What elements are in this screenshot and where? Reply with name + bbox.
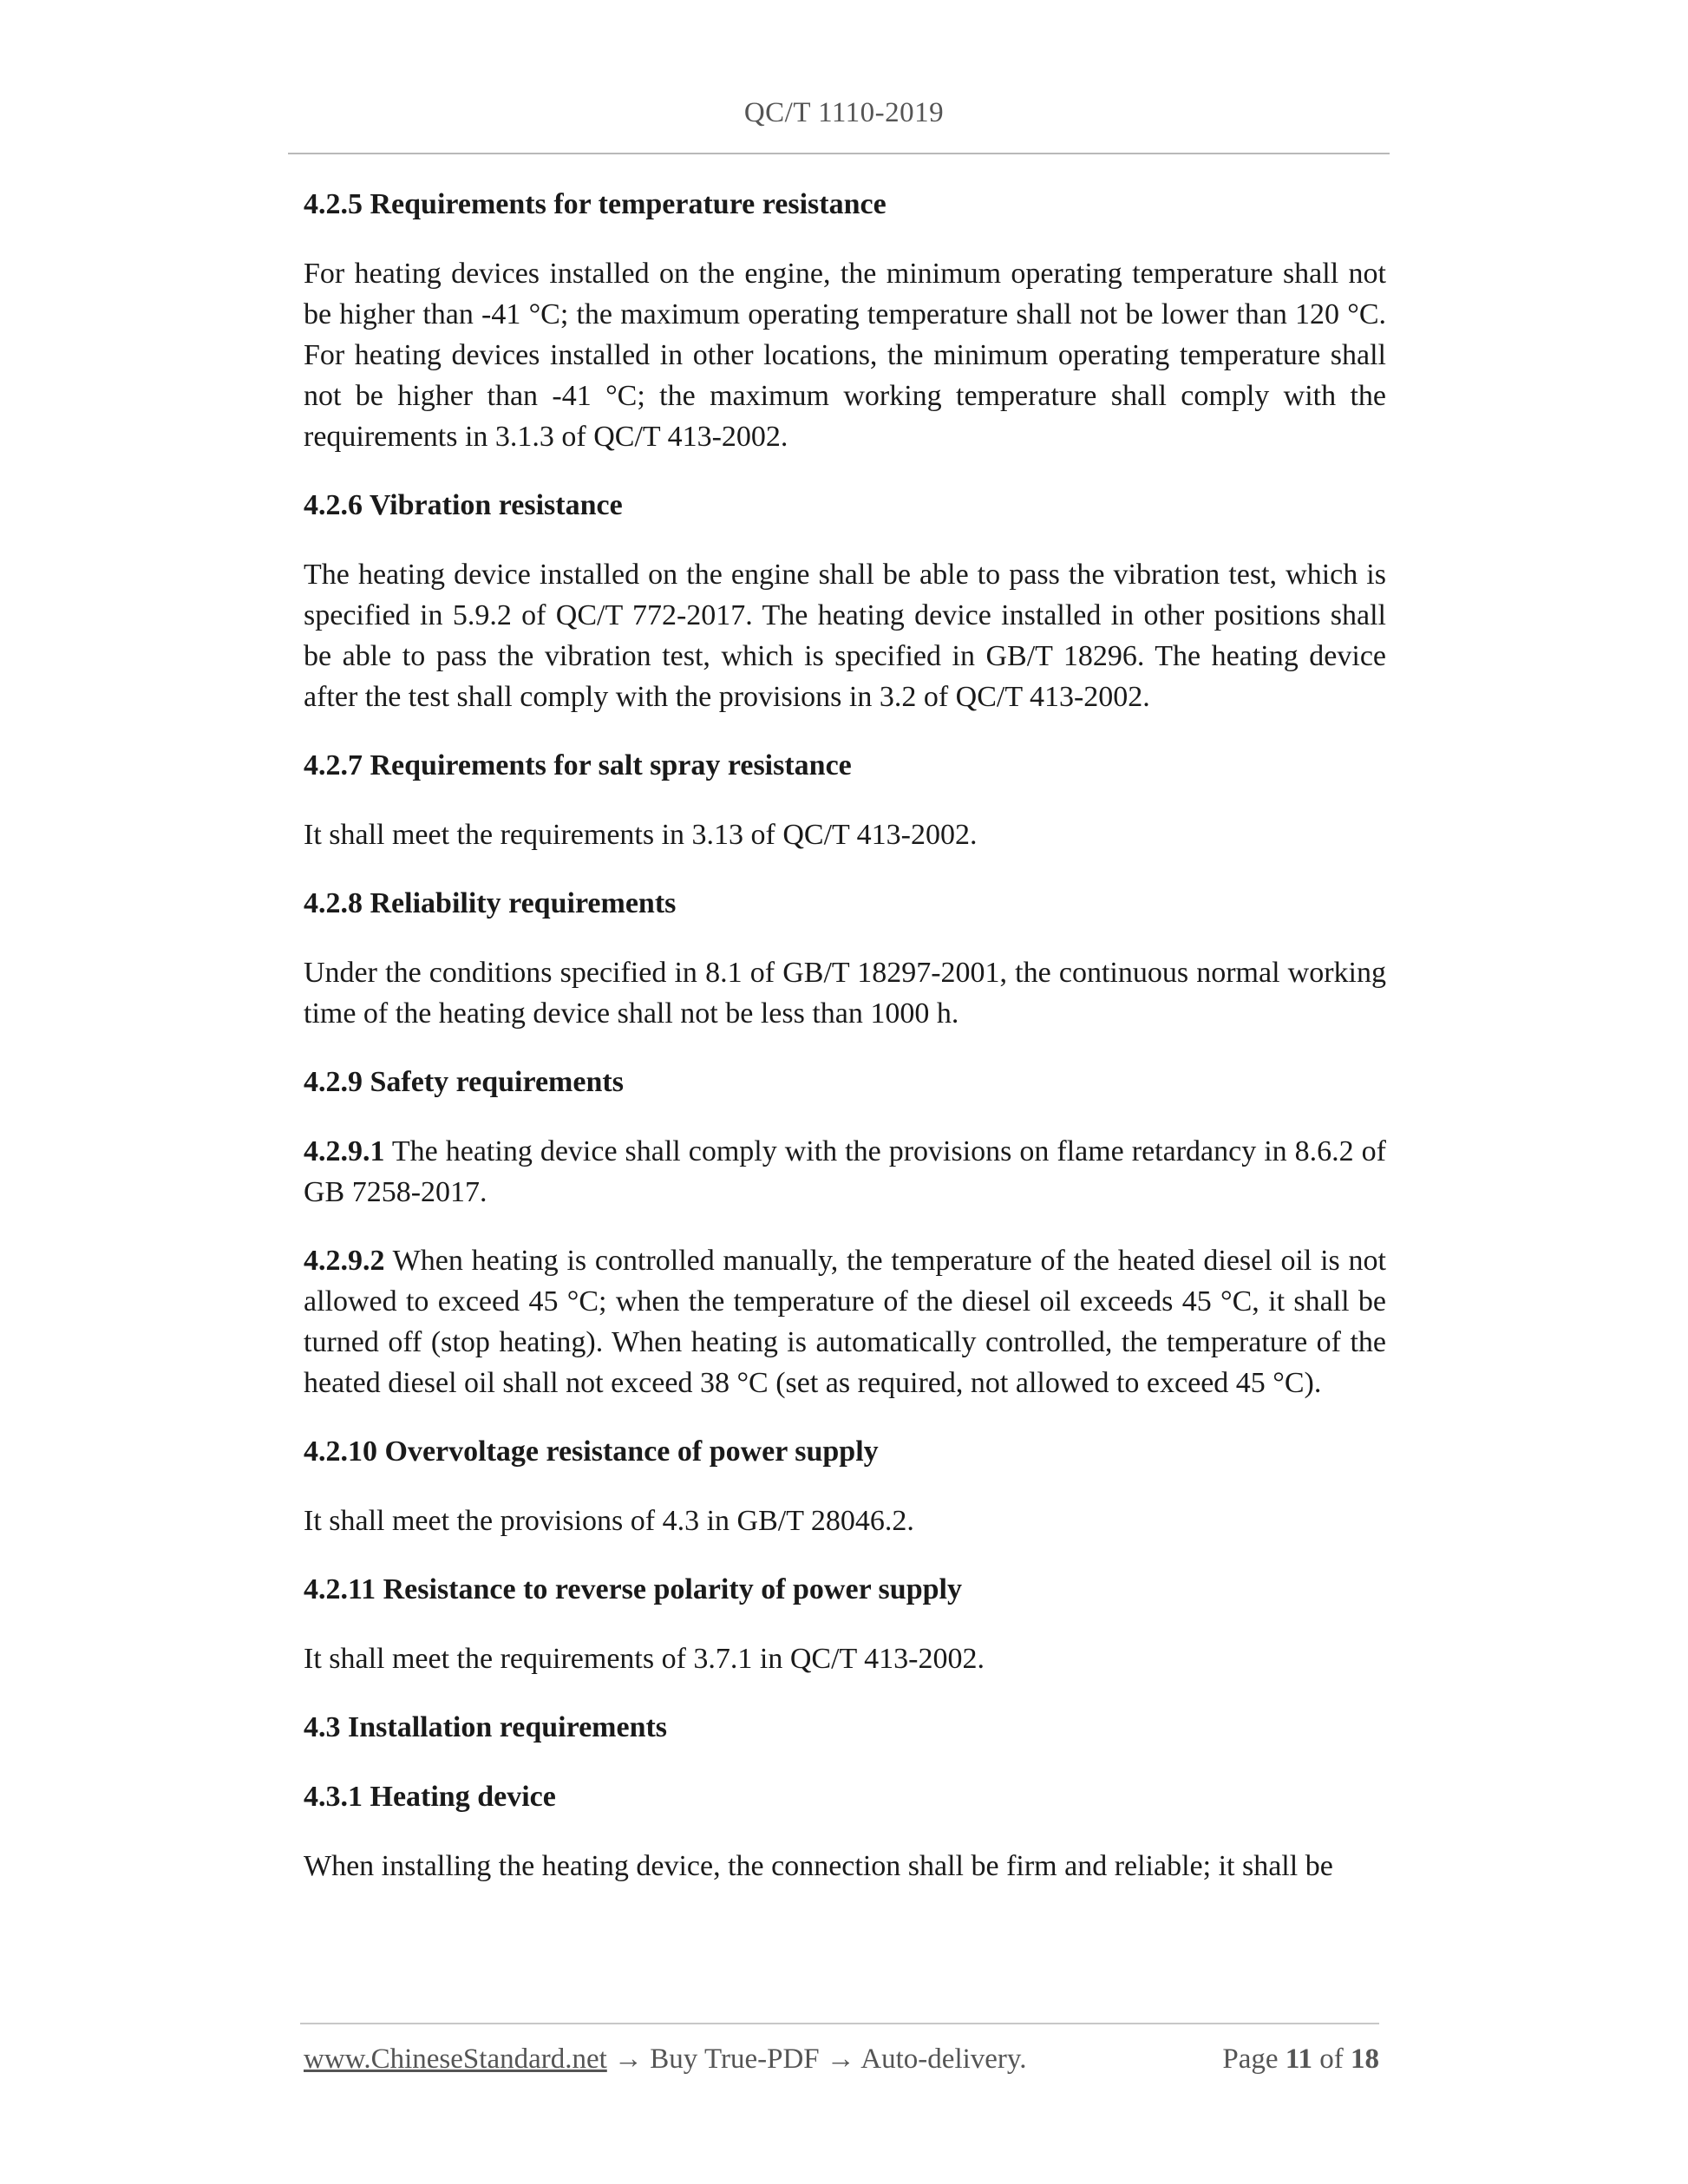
heading-4-2-11: 4.2.11 Resistance to reverse polarity of power supply xyxy=(304,1573,962,1605)
footer-tagline: → Buy True-PDF → Auto-delivery. xyxy=(606,2043,1027,2075)
page-label: Page xyxy=(1222,2043,1286,2075)
paragraph-4-2-10: It shall meet the provisions of 4.3 in GB/T 28046.2. xyxy=(304,1505,914,1537)
page-number xyxy=(1222,2043,1379,2076)
clause-4-2-9-2 xyxy=(304,1240,1386,1403)
heading-4-2-5: 4.2.5 Requirements for temperature resistance xyxy=(304,188,887,220)
clause-text: The heating device shall comply with the provisions on flame retardancy in 8.6.2 of GB 7258-2017. xyxy=(304,1135,1386,1208)
heading-4-2-6: 4.2.6 Vibration resistance xyxy=(304,489,623,521)
paragraph-4-2-7: It shall meet the requirements in 3.13 of QC/T 413-2002. xyxy=(304,819,978,851)
paragraph-4-2-8: Under the conditions specified in 8.1 of GB/T 18297-2001, the continuous normal working time of the heating device shall not be less than 1000 h. xyxy=(304,957,1386,1030)
footer-promo xyxy=(304,2043,1027,2076)
header-divider xyxy=(288,153,1390,154)
paragraph-4-2-5: For heating devices installed on the engine, the minimum operating temperature shall not be higher than -41 °C; the maximum operating temperature shall not be lower than 120 °C. For heating devices installed in other locations, the minimum operating temperature shall not be higher than -41 °C; the maximum working temperature shall comply with the requirements in 3.1.3 of QC/T 413-2002. xyxy=(304,258,1386,453)
page-content xyxy=(304,184,1386,1914)
clause-text: When heating is controlled manually, the temperature of the heated diesel oil is not allowed to exceed 45 °C; when the temperature of the diesel oil exceeds 45 °C, it shall be turned off (stop heating). When heating is automatically controlled, the temperature of the heated diesel oil shall not exceed 38 °C (set as required, not allowed to exceed 45 °C). xyxy=(304,1245,1386,1399)
clause-4-2-9-1 xyxy=(304,1131,1386,1213)
page-footer xyxy=(304,2043,1379,2082)
heading-4-3: 4.3 Installation requirements xyxy=(304,1711,668,1743)
footer-divider xyxy=(300,2023,1379,2024)
heading-4-2-8: 4.2.8 Reliability requirements xyxy=(304,887,677,919)
paragraph-4-2-6: The heating device installed on the engine shall be able to pass the vibration test, which is specified in 5.9.2 of QC/T 772-2017. The heating device installed in other positions shall be able to pass the vibration test, which is specified in GB/T 18296. The heating device after the test shall comply with the provisions in 3.2 of QC/T 413-2002. xyxy=(304,559,1386,713)
heading-4-2-10: 4.2.10 Overvoltage resistance of power supply xyxy=(304,1435,879,1468)
clause-number: 4.2.9.1 xyxy=(304,1135,385,1167)
clause-number: 4.2.9.2 xyxy=(304,1245,385,1277)
heading-4-2-9: 4.2.9 Safety requirements xyxy=(304,1066,624,1098)
heading-4-3-1: 4.3.1 Heating device xyxy=(304,1781,556,1813)
paragraph-4-3-1: When installing the heating device, the connection shall be firm and reliable; it shall be xyxy=(304,1850,1333,1882)
page-total: 18 xyxy=(1351,2043,1379,2075)
heading-4-2-7: 4.2.7 Requirements for salt spray resistance xyxy=(304,749,852,781)
paragraph-4-2-11: It shall meet the requirements of 3.7.1 in QC/T 413-2002. xyxy=(304,1643,985,1675)
page-of-label: of xyxy=(1312,2043,1351,2075)
website-link[interactable]: www.ChineseStandard.net xyxy=(304,2043,607,2075)
page-current: 11 xyxy=(1285,2043,1312,2075)
running-header-title: QC/T 1110-2019 xyxy=(743,97,945,128)
